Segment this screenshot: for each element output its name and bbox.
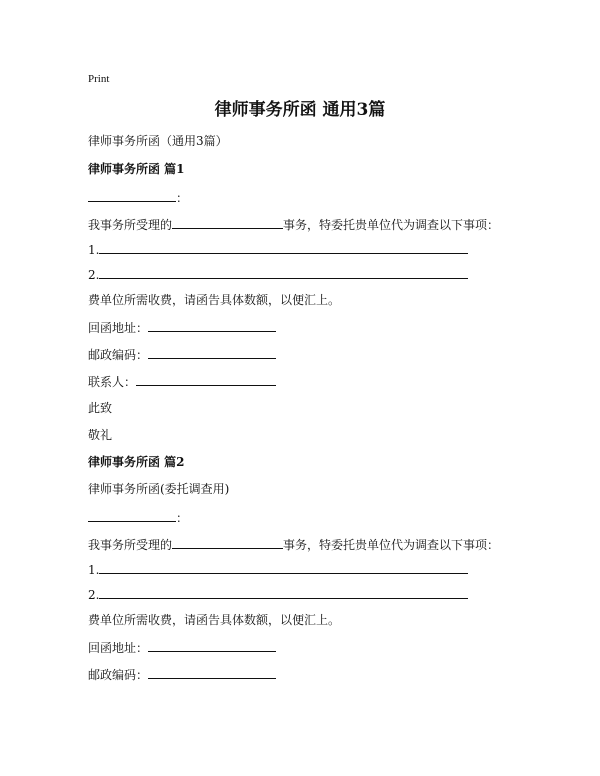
section2-subheading: 律师事务所函(委托调查用) [88, 482, 230, 496]
section1-closing-2: 敬礼 [88, 428, 113, 442]
section1-contact [88, 373, 276, 390]
item-blank [99, 266, 468, 279]
matter-blank [172, 536, 283, 549]
section2-salutation [88, 509, 188, 526]
contact-blank [136, 373, 276, 386]
salutation-colon: ： [176, 511, 189, 525]
item-blank [99, 241, 468, 254]
section2-body [88, 536, 499, 553]
postcode-blank [148, 666, 276, 679]
section1-closing-1: 此致 [88, 401, 113, 415]
section2-item-2 [88, 586, 468, 603]
address-blank [148, 319, 276, 332]
section1-postcode [88, 346, 276, 363]
section2-item-1 [88, 561, 468, 578]
body-prefix: 我事务所受理的 [88, 218, 173, 232]
body-prefix: 我事务所受理的 [88, 538, 173, 552]
address-label: 回函地址： [88, 641, 149, 655]
recipient-blank [88, 509, 176, 522]
section1-salutation [88, 189, 188, 206]
section2-fee-text: 费单位所需收费，请函告具体数额，以便汇上。 [88, 613, 341, 627]
document-title: 律师事务所函 通用3篇 [214, 100, 386, 120]
postcode-blank [148, 346, 276, 359]
section2-postcode [88, 666, 276, 683]
matter-blank [172, 216, 283, 229]
item-number: 1. [88, 563, 100, 577]
address-label: 回函地址： [88, 321, 149, 335]
item-blank [99, 586, 468, 599]
item-blank [99, 561, 468, 574]
postcode-label: 邮政编码： [88, 668, 149, 682]
document-subtitle: 律师事务所函（通用3篇） [88, 134, 228, 148]
section1-heading: 律师事务所函 篇1 [88, 162, 185, 176]
section1-body [88, 216, 499, 233]
item-number: 2. [88, 268, 100, 282]
body-suffix: 事务，特委托贵单位代为调查以下事项： [283, 538, 500, 552]
item-number: 2. [88, 588, 100, 602]
section1-item-2 [88, 266, 468, 283]
postcode-label: 邮政编码： [88, 348, 149, 362]
section1-address [88, 319, 276, 336]
section2-address [88, 639, 276, 656]
section1-item-1 [88, 241, 468, 258]
contact-label: 联系人： [88, 375, 137, 389]
print-link[interactable]: Print [88, 73, 110, 85]
salutation-colon: ： [176, 191, 189, 205]
section1-fee-text: 费单位所需收费，请函告具体数额，以便汇上。 [88, 293, 341, 307]
item-number: 1. [88, 243, 100, 257]
address-blank [148, 639, 276, 652]
section2-heading: 律师事务所函 篇2 [88, 455, 185, 469]
body-suffix: 事务，特委托贵单位代为调查以下事项： [283, 218, 500, 232]
recipient-blank [88, 189, 176, 202]
